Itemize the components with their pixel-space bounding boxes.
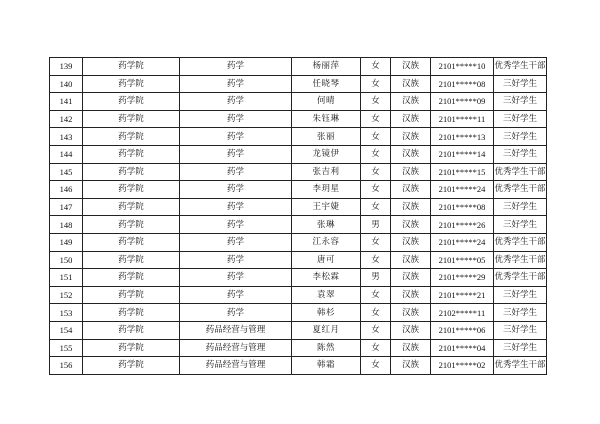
row-number: 147 [50,198,83,216]
student-id-cell: 2101*****10 [431,58,494,76]
row-number: 153 [50,304,83,322]
student-name-cell: 张吉利 [292,163,361,181]
college-cell: 药学院 [83,251,180,269]
major-cell: 药品经营与管理 [180,357,292,375]
table-body [50,58,547,375]
table-row [50,93,547,111]
gender-cell: 女 [361,357,391,375]
college-cell: 药学院 [83,163,180,181]
student-id-cell: 2101*****29 [431,269,494,287]
student-id-cell: 2101*****26 [431,216,494,234]
row-number: 144 [50,145,83,163]
ethnicity-cell: 汉族 [391,93,431,111]
award-cell: 优秀学生干部 [494,181,547,199]
student-award-table [49,57,547,375]
student-id-cell: 2101*****24 [431,233,494,251]
student-id-cell: 2101*****15 [431,163,494,181]
ethnicity-cell: 汉族 [391,339,431,357]
student-id-cell: 2101*****13 [431,128,494,146]
gender-cell: 男 [361,269,391,287]
student-id-cell: 2101*****09 [431,93,494,111]
student-name-cell: 韩杉 [292,304,361,322]
major-cell: 药品经营与管理 [180,321,292,339]
ethnicity-cell: 汉族 [391,357,431,375]
student-name-cell: 张琳 [292,216,361,234]
row-number: 139 [50,58,83,76]
row-number: 150 [50,251,83,269]
table-row [50,269,547,287]
major-cell: 药品经营与管理 [180,339,292,357]
award-cell: 三好学生 [494,128,547,146]
table-row [50,128,547,146]
gender-cell: 女 [361,251,391,269]
ethnicity-cell: 汉族 [391,163,431,181]
table-row [50,251,547,269]
college-cell: 药学院 [83,181,180,199]
student-id-cell: 2102*****11 [431,304,494,322]
ethnicity-cell: 汉族 [391,198,431,216]
student-name-cell: 任晓琴 [292,75,361,93]
college-cell: 药学院 [83,58,180,76]
row-number: 143 [50,128,83,146]
major-cell: 药学 [180,163,292,181]
row-number: 154 [50,321,83,339]
student-name-cell: 陈然 [292,339,361,357]
college-cell: 药学院 [83,128,180,146]
major-cell: 药学 [180,286,292,304]
row-number: 152 [50,286,83,304]
row-number: 156 [50,357,83,375]
college-cell: 药学院 [83,93,180,111]
major-cell: 药学 [180,233,292,251]
student-id-cell: 2101*****08 [431,75,494,93]
gender-cell: 女 [361,110,391,128]
student-id-cell: 2101*****21 [431,286,494,304]
ethnicity-cell: 汉族 [391,145,431,163]
ethnicity-cell: 汉族 [391,216,431,234]
major-cell: 药学 [180,110,292,128]
award-cell: 三好学生 [494,339,547,357]
ethnicity-cell: 汉族 [391,304,431,322]
gender-cell: 女 [361,198,391,216]
table-row [50,216,547,234]
gender-cell: 女 [361,75,391,93]
student-name-cell: 江永容 [292,233,361,251]
student-id-cell: 2101*****05 [431,251,494,269]
major-cell: 药学 [180,128,292,146]
table-row [50,286,547,304]
student-name-cell: 王宇婕 [292,198,361,216]
row-number: 146 [50,181,83,199]
award-cell: 三好学生 [494,110,547,128]
major-cell: 药学 [180,216,292,234]
award-cell: 优秀学生干部 [494,233,547,251]
ethnicity-cell: 汉族 [391,110,431,128]
award-cell: 三好学生 [494,321,547,339]
row-number: 148 [50,216,83,234]
college-cell: 药学院 [83,198,180,216]
award-cell: 三好学生 [494,304,547,322]
student-name-cell: 何晴 [292,93,361,111]
gender-cell: 女 [361,145,391,163]
college-cell: 药学院 [83,286,180,304]
ethnicity-cell: 汉族 [391,286,431,304]
student-id-cell: 2101*****02 [431,357,494,375]
ethnicity-cell: 汉族 [391,181,431,199]
gender-cell: 女 [361,321,391,339]
college-cell: 药学院 [83,357,180,375]
major-cell: 药学 [180,269,292,287]
student-name-cell: 夏红月 [292,321,361,339]
college-cell: 药学院 [83,145,180,163]
college-cell: 药学院 [83,216,180,234]
row-number: 140 [50,75,83,93]
table-row [50,198,547,216]
ethnicity-cell: 汉族 [391,128,431,146]
row-number: 149 [50,233,83,251]
student-name-cell: 朱钰琳 [292,110,361,128]
gender-cell: 女 [361,58,391,76]
table-row [50,181,547,199]
college-cell: 药学院 [83,321,180,339]
row-number: 151 [50,269,83,287]
award-cell: 三好学生 [494,286,547,304]
major-cell: 药学 [180,181,292,199]
student-name-cell: 杨丽萍 [292,58,361,76]
student-name-cell: 李玥星 [292,181,361,199]
ethnicity-cell: 汉族 [391,321,431,339]
table-row [50,163,547,181]
student-id-cell: 2101*****08 [431,198,494,216]
major-cell: 药学 [180,304,292,322]
student-id-cell: 2101*****24 [431,181,494,199]
table-row [50,75,547,93]
major-cell: 药学 [180,75,292,93]
college-cell: 药学院 [83,233,180,251]
ethnicity-cell: 汉族 [391,233,431,251]
award-cell: 优秀学生干部 [494,269,547,287]
student-name-cell: 李松霖 [292,269,361,287]
gender-cell: 男 [361,216,391,234]
gender-cell: 女 [361,233,391,251]
major-cell: 药学 [180,93,292,111]
award-cell: 优秀学生干部 [494,251,547,269]
student-id-cell: 2101*****11 [431,110,494,128]
ethnicity-cell: 汉族 [391,75,431,93]
row-number: 145 [50,163,83,181]
award-cell: 三好学生 [494,198,547,216]
award-cell: 优秀学生干部 [494,357,547,375]
gender-cell: 女 [361,93,391,111]
award-cell: 优秀学生干部 [494,163,547,181]
row-number: 141 [50,93,83,111]
award-cell: 三好学生 [494,145,547,163]
table-row [50,58,547,76]
ethnicity-cell: 汉族 [391,269,431,287]
row-number: 155 [50,339,83,357]
award-cell: 优秀学生干部 [494,58,547,76]
student-name-cell: 唐可 [292,251,361,269]
table-row [50,321,547,339]
gender-cell: 女 [361,339,391,357]
award-cell: 三好学生 [494,93,547,111]
student-name-cell: 张丽 [292,128,361,146]
ethnicity-cell: 汉族 [391,58,431,76]
gender-cell: 女 [361,286,391,304]
college-cell: 药学院 [83,75,180,93]
major-cell: 药学 [180,58,292,76]
row-number: 142 [50,110,83,128]
student-name-cell: 袁翠 [292,286,361,304]
student-name-cell: 韩霜 [292,357,361,375]
gender-cell: 女 [361,181,391,199]
college-cell: 药学院 [83,304,180,322]
major-cell: 药学 [180,198,292,216]
table-row [50,357,547,375]
table-row [50,339,547,357]
gender-cell: 女 [361,128,391,146]
student-id-cell: 2101*****06 [431,321,494,339]
college-cell: 药学院 [83,339,180,357]
major-cell: 药学 [180,251,292,269]
ethnicity-cell: 汉族 [391,251,431,269]
award-cell: 三好学生 [494,75,547,93]
college-cell: 药学院 [83,110,180,128]
student-id-cell: 2101*****14 [431,145,494,163]
gender-cell: 女 [361,304,391,322]
student-id-cell: 2101*****04 [431,339,494,357]
award-cell: 三好学生 [494,216,547,234]
table-row [50,304,547,322]
table-row [50,110,547,128]
major-cell: 药学 [180,145,292,163]
table-row [50,233,547,251]
student-name-cell: 龙镜伊 [292,145,361,163]
college-cell: 药学院 [83,269,180,287]
gender-cell: 女 [361,163,391,181]
table-row [50,145,547,163]
